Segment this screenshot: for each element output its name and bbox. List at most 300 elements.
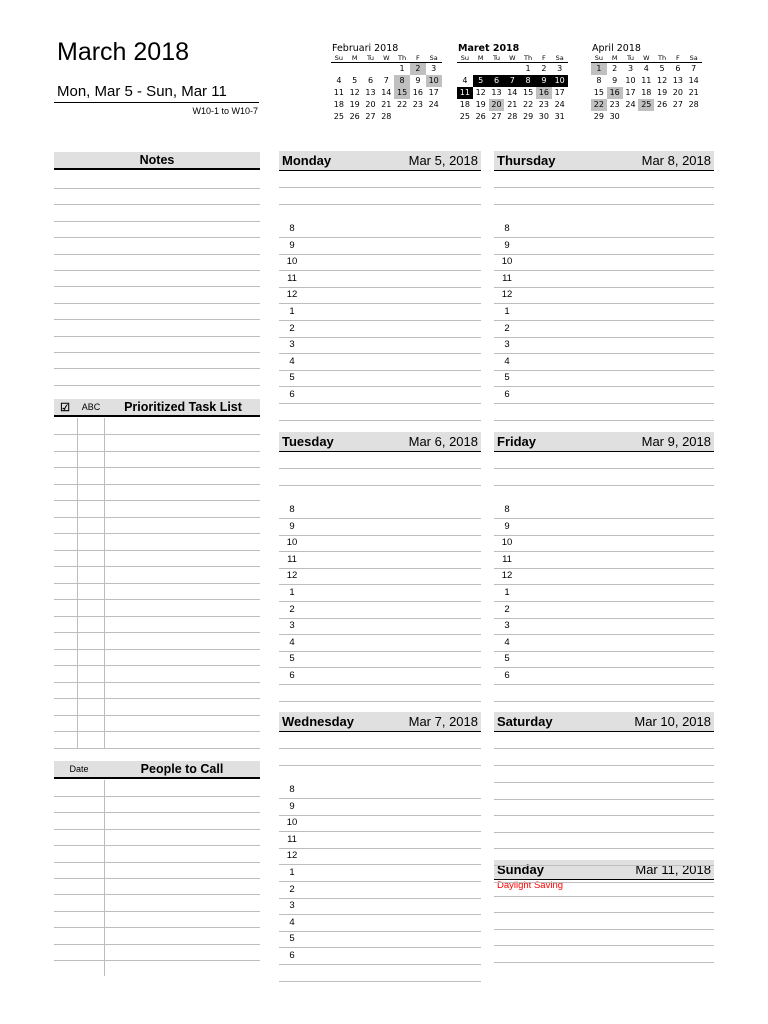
hour-label: 6: [289, 389, 295, 400]
day-line: [494, 204, 714, 205]
people-line: [54, 927, 260, 928]
checkbox-icon: ☑: [60, 401, 70, 414]
calendar-day: 2: [612, 64, 618, 73]
calendar-day: 15: [593, 88, 604, 97]
hour-line: [494, 270, 714, 271]
calendar-day: 9: [612, 76, 618, 85]
weekday-label: M: [347, 54, 363, 63]
hour-label: 4: [504, 356, 510, 367]
day-header-saturday: [494, 712, 714, 732]
hour-label: 4: [289, 637, 295, 648]
notes-header: [54, 152, 260, 170]
hour-line: [494, 403, 714, 404]
weekday-label: Su: [331, 54, 347, 63]
note-line: [54, 204, 260, 205]
weekday-label: W: [638, 54, 654, 63]
calendar-day: [504, 63, 520, 75]
day-name: Saturday: [497, 714, 553, 729]
day-line: [494, 799, 714, 800]
hour-label: 9: [289, 801, 295, 812]
range-underline: [54, 102, 259, 103]
hour-label: 2: [289, 323, 295, 334]
calendar-day: 5: [659, 64, 665, 73]
day-header-monday: [279, 151, 481, 171]
people-line: [54, 796, 260, 797]
hour-label: 5: [289, 653, 295, 664]
hour-line: [494, 353, 714, 354]
calendar-day: 24: [554, 100, 565, 109]
day-line: [494, 765, 714, 766]
day-date: Mar 8, 2018: [641, 153, 711, 168]
hour-label: 2: [504, 323, 510, 334]
hour-line: [494, 535, 714, 536]
hour-line: [279, 353, 481, 354]
mini-calendar-title: Maret 2018: [458, 43, 520, 54]
task-line: [54, 649, 260, 650]
calendar-day: 15: [394, 87, 410, 99]
calendar-day: 22: [591, 99, 607, 111]
calendar-day: 19: [475, 100, 486, 109]
calendar-day: 10: [625, 76, 636, 85]
day-line: [494, 882, 714, 883]
hour-line: [279, 618, 481, 619]
calendar-day: 5: [473, 75, 489, 87]
hour-label: 9: [504, 240, 510, 251]
hour-line: [279, 864, 481, 865]
hour-line: [494, 518, 714, 519]
hour-label: 1: [504, 306, 510, 317]
hour-line: [279, 964, 481, 965]
calendar-day: 14: [688, 76, 699, 85]
sunday-note: Daylight Saving: [497, 880, 564, 891]
day-line: [494, 815, 714, 816]
calendar-day: 5: [352, 76, 358, 85]
calendar-day: [347, 63, 363, 75]
calendar-day: [489, 63, 505, 75]
hour-label: 3: [504, 620, 510, 631]
hour-label: 6: [289, 950, 295, 961]
note-line: [54, 303, 260, 304]
task-line: [54, 583, 260, 584]
day-name: Tuesday: [282, 434, 334, 449]
task-line: [54, 517, 260, 518]
hour-line: [279, 815, 481, 816]
priority-label: ABC: [81, 402, 101, 412]
hour-label: 9: [504, 521, 510, 532]
task-line: [54, 467, 260, 468]
hour-label: 6: [504, 670, 510, 681]
calendar-day: 7: [691, 64, 697, 73]
hour-label: 11: [502, 554, 512, 565]
task-line: [54, 665, 260, 666]
hour-line: [279, 403, 481, 404]
task-list-header: [54, 399, 260, 417]
hour-label: 3: [289, 620, 295, 631]
hour-label: 12: [501, 289, 513, 300]
task-line: [54, 566, 260, 567]
calendar-day: 27: [672, 100, 683, 109]
calendar-day: [670, 111, 686, 123]
day-name: Sunday: [497, 862, 544, 877]
weekday-label: M: [607, 54, 623, 63]
people-line: [54, 894, 260, 895]
people-line: [54, 845, 260, 846]
day-header-wednesday: [279, 712, 481, 732]
hour-line: [279, 684, 481, 685]
calendar-day: 28: [688, 100, 699, 109]
day-header-tuesday: [279, 432, 481, 452]
people-date-label: Date: [69, 764, 89, 774]
people-line: [54, 812, 260, 813]
day-date: Mar 7, 2018: [408, 714, 478, 729]
calendar-day: 12: [475, 88, 486, 97]
calendar-day: [363, 63, 379, 75]
hour-line: [494, 651, 714, 652]
calendar-day: [331, 63, 347, 75]
calendar-day: [623, 111, 639, 123]
calendar-day: [638, 111, 654, 123]
note-line: [54, 270, 260, 271]
hour-label: 12: [501, 570, 513, 581]
calendar-day: 17: [428, 88, 439, 97]
hour-line: [494, 287, 714, 288]
note-line: [54, 237, 260, 238]
calendar-day: 17: [625, 88, 636, 97]
task-line: [54, 731, 260, 732]
calendar-day: 6: [675, 64, 681, 73]
note-line: [54, 319, 260, 320]
calendar-day: [426, 111, 442, 123]
calendar-day: 22: [396, 100, 408, 109]
hour-label: 10: [501, 537, 513, 548]
weekday-label: Tu: [489, 54, 505, 63]
mini-calendar-february: [331, 43, 442, 123]
task-column-divider-1: [77, 418, 78, 748]
day-line: [494, 485, 714, 486]
task-line: [54, 715, 260, 716]
people-column-divider: [104, 780, 105, 976]
hour-label: 1: [504, 587, 510, 598]
calendar-day: 16: [412, 88, 423, 97]
hour-line: [279, 370, 481, 371]
day-line: [494, 962, 714, 963]
hour-label: 3: [289, 900, 295, 911]
calendar-day: 11: [457, 87, 473, 99]
hour-line: [494, 667, 714, 668]
task-column-divider-2: [104, 418, 105, 748]
calendar-day: 12: [349, 88, 360, 97]
calendar-day: 3: [431, 64, 437, 73]
hour-line: [494, 370, 714, 371]
hour-label: 2: [289, 884, 295, 895]
hour-label: 10: [286, 817, 298, 828]
calendar-day: 10: [552, 75, 568, 87]
day-name: Thursday: [497, 153, 556, 168]
weekday-label: F: [410, 54, 426, 63]
hour-label: 6: [289, 670, 295, 681]
task-list-title: Prioritized Task List: [124, 400, 242, 414]
people-line: [54, 960, 260, 961]
calendar-day: [686, 111, 702, 123]
calendar-day: 23: [538, 100, 549, 109]
hour-label: 2: [504, 604, 510, 615]
hour-line: [279, 848, 481, 849]
hour-line: [279, 947, 481, 948]
hour-line: [279, 798, 481, 799]
hour-label: 6: [504, 389, 510, 400]
hour-line: [494, 386, 714, 387]
weekday-label: Su: [457, 54, 473, 63]
calendar-day: 23: [609, 100, 620, 109]
day-date: Mar 9, 2018: [641, 434, 711, 449]
weekday-label: Sa: [686, 54, 702, 63]
hour-label: 12: [286, 850, 298, 861]
task-line: [54, 616, 260, 617]
hour-line: [279, 914, 481, 915]
day-line: [494, 929, 714, 930]
day-line: [494, 832, 714, 833]
hour-line: [279, 601, 481, 602]
calendar-day: 14: [381, 88, 392, 97]
day-line: [494, 187, 714, 188]
hour-line: [279, 634, 481, 635]
hour-line: [494, 320, 714, 321]
hour-label: 11: [287, 273, 297, 284]
calendar-day: 21: [688, 88, 699, 97]
hour-label: 11: [287, 834, 297, 845]
calendar-day: 19: [349, 100, 360, 109]
hour-line: [279, 386, 481, 387]
calendar-day: [378, 63, 394, 75]
hour-label: 10: [286, 537, 298, 548]
mini-calendar-march: [457, 43, 568, 123]
mini-calendar-title: Februari 2018: [332, 43, 399, 54]
hour-label: 9: [289, 240, 295, 251]
calendar-day: 13: [491, 88, 502, 97]
notes-title: Notes: [139, 153, 175, 167]
calendar-day: 19: [656, 88, 668, 97]
calendar-day: 17: [554, 88, 565, 97]
calendar-day: 27: [365, 112, 376, 121]
hour-line: [279, 898, 481, 899]
note-line: [54, 254, 260, 255]
hour-label: 8: [504, 223, 510, 234]
calendar-day: 18: [333, 100, 344, 109]
hour-line: [279, 287, 481, 288]
day-line: [494, 865, 714, 866]
calendar-day: 18: [641, 88, 652, 97]
day-line: [494, 782, 714, 783]
mini-calendar-grid: [591, 54, 702, 123]
calendar-day: 10: [426, 75, 442, 87]
day-name: Monday: [282, 153, 332, 168]
people-line: [54, 911, 260, 912]
weekday-label: Tu: [363, 54, 379, 63]
hour-line: [494, 684, 714, 685]
calendar-day: 20: [672, 88, 683, 97]
people-line: [54, 829, 260, 830]
mini-calendar-title: April 2018: [592, 43, 641, 54]
calendar-day: 24: [625, 100, 636, 109]
hour-line: [494, 337, 714, 338]
day-line: [279, 748, 481, 749]
calendar-day: 6: [489, 75, 505, 87]
calendar-day: 4: [336, 76, 342, 85]
hour-line: [494, 303, 714, 304]
calendar-day: 26: [475, 112, 486, 121]
hour-label: 1: [289, 306, 295, 317]
hour-label: 12: [286, 289, 298, 300]
calendar-day: 9: [536, 75, 552, 87]
calendar-day: [410, 111, 426, 123]
hour-label: 3: [289, 339, 295, 350]
calendar-day: 28: [507, 112, 518, 121]
hour-label: 1: [289, 587, 295, 598]
calendar-day: 11: [333, 88, 344, 97]
hour-label: 5: [504, 372, 510, 383]
hour-label: 8: [289, 223, 295, 234]
task-line: [54, 599, 260, 600]
task-line: [54, 550, 260, 551]
calendar-day: 29: [593, 112, 604, 121]
people-line: [54, 878, 260, 879]
day-line: [279, 187, 481, 188]
day-line: [494, 701, 714, 702]
hour-label: 10: [286, 256, 298, 267]
hour-label: 2: [289, 604, 295, 615]
day-line: [494, 748, 714, 749]
calendar-day: 1: [525, 64, 531, 73]
day-line: [279, 420, 481, 421]
task-line: [54, 632, 260, 633]
hour-line: [279, 535, 481, 536]
hour-label: 10: [501, 256, 513, 267]
calendar-day: 20: [365, 100, 376, 109]
day-date: Mar 11, 2018: [635, 862, 711, 877]
task-line: [54, 533, 260, 534]
calendar-day: 26: [349, 112, 360, 121]
hour-line: [279, 551, 481, 552]
day-line: [279, 981, 481, 982]
hour-line: [279, 337, 481, 338]
hour-label: 8: [289, 504, 295, 515]
weekday-label: Th: [520, 54, 536, 63]
hour-line: [279, 568, 481, 569]
day-line: [494, 848, 714, 849]
task-line: [54, 500, 260, 501]
day-header-sunday: [494, 860, 714, 880]
note-line: [54, 188, 260, 189]
day-header-thursday: [494, 151, 714, 171]
weekday-label: W: [504, 54, 520, 63]
day-line: [494, 945, 714, 946]
weekday-label: Th: [394, 54, 410, 63]
task-line: [54, 451, 260, 452]
people-header: [54, 761, 260, 779]
calendar-day: 16: [607, 87, 623, 99]
hour-label: 3: [504, 339, 510, 350]
weekday-label: Tu: [623, 54, 639, 63]
calendar-day: 3: [557, 64, 563, 73]
hour-line: [279, 254, 481, 255]
weekday-label: W: [378, 54, 394, 63]
day-header-friday: [494, 432, 714, 452]
calendar-day: 4: [643, 64, 649, 73]
calendar-day: 13: [365, 88, 376, 97]
note-line: [54, 368, 260, 369]
calendar-day: 30: [538, 112, 549, 121]
calendar-day: 4: [462, 76, 468, 85]
calendar-day: 8: [394, 75, 410, 87]
weekday-label: F: [536, 54, 552, 63]
note-line: [54, 352, 260, 353]
calendar-day: [394, 111, 410, 123]
day-line: [279, 468, 481, 469]
calendar-day: 7: [504, 75, 520, 87]
day-line: [494, 896, 714, 897]
hour-line: [494, 551, 714, 552]
mini-calendar-april: [591, 43, 702, 123]
calendar-day: 22: [522, 100, 534, 109]
task-line: [54, 682, 260, 683]
day-line: [494, 912, 714, 913]
hour-label: 8: [504, 504, 510, 515]
hour-line: [494, 254, 714, 255]
mini-calendar-grid: [331, 54, 442, 123]
calendar-day: 2: [410, 63, 426, 75]
week-code: W10-1 to W10-7: [192, 106, 258, 116]
calendar-day: 21: [507, 100, 518, 109]
calendar-day: 2: [541, 64, 547, 73]
note-line: [54, 336, 260, 337]
note-line: [54, 221, 260, 222]
mini-calendar-grid: [457, 54, 568, 123]
calendar-day: [473, 63, 489, 75]
hour-label: 4: [289, 917, 295, 928]
hour-line: [279, 237, 481, 238]
task-line: [54, 484, 260, 485]
hour-label: 11: [502, 273, 512, 284]
hour-line: [494, 584, 714, 585]
day-line: [279, 204, 481, 205]
calendar-day: 25: [333, 112, 344, 121]
hour-line: [279, 303, 481, 304]
hour-line: [279, 651, 481, 652]
calendar-day: 28: [381, 112, 392, 121]
note-line: [54, 385, 260, 386]
hour-label: 4: [504, 637, 510, 648]
calendar-day: 16: [536, 87, 552, 99]
calendar-day: [654, 111, 670, 123]
hour-line: [279, 831, 481, 832]
day-line: [279, 765, 481, 766]
day-line: [279, 701, 481, 702]
calendar-day: 23: [412, 100, 423, 109]
hour-label: 5: [504, 653, 510, 664]
day-name: Friday: [497, 434, 537, 449]
hour-line: [279, 667, 481, 668]
weekday-label: F: [670, 54, 686, 63]
day-line: [494, 420, 714, 421]
calendar-day: 15: [522, 88, 534, 97]
calendar-day: 24: [428, 100, 439, 109]
calendar-day: 31: [554, 112, 565, 121]
hour-label: 9: [289, 521, 295, 532]
calendar-day: 3: [627, 64, 634, 73]
people-line: [54, 944, 260, 945]
calendar-day: 7: [383, 76, 389, 85]
note-line: [54, 286, 260, 287]
